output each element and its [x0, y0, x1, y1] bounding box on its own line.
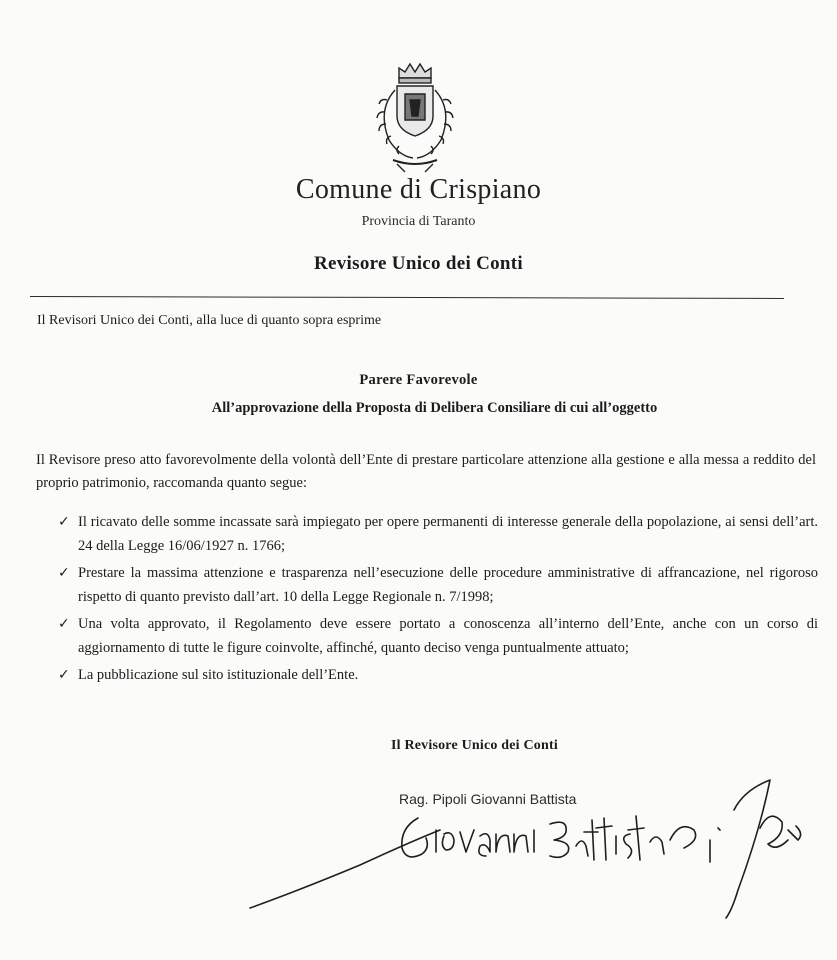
- header-divider: [30, 296, 784, 299]
- province-name: Provincia di Taranto: [361, 214, 476, 229]
- municipal-crest-icon: [355, 60, 475, 178]
- list-item: [58, 510, 818, 558]
- check-mark-icon: ✓: [58, 616, 70, 632]
- list-item: [58, 612, 818, 660]
- handwritten-signature: [240, 770, 830, 920]
- intro-text: Il Revisori Unico dei Conti, alla luce di quanto sopra esprime: [37, 313, 382, 328]
- recommendation-text: Il ricavato delle somme incassate sarà impiegato per opere permanenti di interesse generale della popolazione, ai sensi dell’art. 24 della Legge 16/06/1927 n. 1766;: [78, 514, 818, 554]
- check-mark-icon: ✓: [58, 667, 70, 683]
- list-item: [58, 663, 818, 687]
- municipality-name: Comune di Crispiano: [295, 174, 542, 205]
- opinion-title: Parere Favorevole: [359, 372, 478, 388]
- recommendation-text: Prestare la massima attenzione e trasparenza nell’esecuzione delle procedure amministrative di affrancazione, nel rigoroso rispetto di quanto previsto dall’art. 10 della Legge Regionale n. 7/1998;: [78, 565, 818, 605]
- body-paragraph: Il Revisore preso atto favorevolmente della volontà dell’Ente di prestare particolare attenzione alla gestione e alla messa a reddito del proprio patrimonio, raccomanda quanto segue:: [36, 452, 816, 491]
- signatory-name: Rag. Pipoli Giovanni Battista: [399, 791, 577, 807]
- check-mark-icon: ✓: [58, 565, 70, 581]
- recommendation-text: La pubblicazione sul sito istituzionale dell’Ente.: [78, 667, 359, 683]
- opinion-subtitle: All’approvazione della Proposta di Delibera Consiliare di cui all’oggetto: [211, 400, 658, 416]
- recommendations-list: [58, 510, 818, 690]
- office-title: Revisore Unico dei Conti: [314, 253, 523, 274]
- recommendation-text: Una volta approvato, il Regolamento deve essere portato a conoscenza all’interno dell’Ente, anche con un corso di aggiornamento di tutte le figure coinvolte, affinché, quanto deciso venga puntualmente attuato;: [78, 616, 818, 656]
- signatory-title: Il Revisore Unico dei Conti: [391, 738, 558, 753]
- check-mark-icon: ✓: [58, 514, 70, 530]
- list-item: [58, 561, 818, 609]
